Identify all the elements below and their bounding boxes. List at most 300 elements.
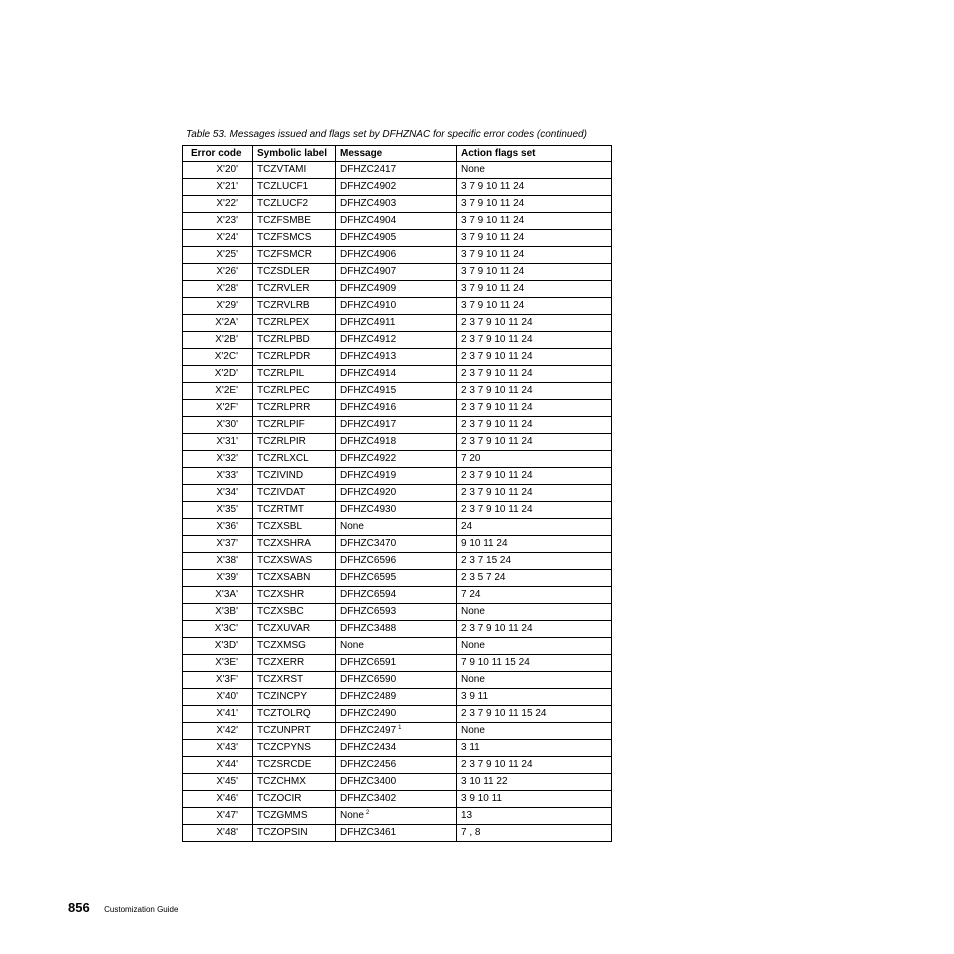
cell-error-code-text: X'37'	[216, 538, 238, 549]
cell-symbolic-label-text: TCZRVLER	[257, 283, 310, 294]
cell-message-text: DFHZC4904	[340, 215, 397, 226]
cell-error-code-text: X'32'	[216, 453, 238, 464]
cell-message-text: DFHZC4912	[340, 334, 397, 345]
cell-action-flags	[457, 791, 612, 808]
table-row	[183, 638, 612, 655]
cell-symbolic-label	[253, 281, 336, 298]
cell-action-flags-text: 7 24	[461, 589, 481, 600]
cell-message-text: DFHZC6593	[340, 606, 397, 617]
cell-message-text: DFHZC4903	[340, 198, 397, 209]
cell-symbolic-label	[253, 723, 336, 740]
cell-error-code-text: X'3B'	[215, 606, 238, 617]
cell-message	[336, 519, 457, 536]
cell-action-flags	[457, 672, 612, 689]
cell-symbolic-label-text: TCZRLPDR	[257, 351, 311, 362]
cell-error-code	[183, 723, 253, 740]
table-row	[183, 315, 612, 332]
cell-message-text: DFHZC4905	[340, 232, 397, 243]
header-action-flags: Action flags set	[457, 146, 612, 162]
cell-message	[336, 604, 457, 621]
table-row	[183, 587, 612, 604]
cell-message	[336, 485, 457, 502]
cell-action-flags-text: 3 7 9 10 11 24	[461, 181, 525, 192]
cell-symbolic-label-text: TCZXERR	[257, 657, 305, 668]
cell-message-text: DFHZC6596	[340, 555, 397, 566]
cell-error-code-text: X'2C'	[214, 351, 238, 362]
cell-symbolic-label-text: TCZXRST	[257, 674, 304, 685]
table-row	[183, 162, 612, 179]
cell-error-code	[183, 672, 253, 689]
cell-action-flags-text: 2 3 7 9 10 11 24	[461, 623, 533, 634]
cell-symbolic-label	[253, 417, 336, 434]
cell-action-flags	[457, 723, 612, 740]
cell-action-flags	[457, 553, 612, 570]
cell-message-text: DFHZC4917	[340, 419, 397, 430]
cell-symbolic-label-text: TCZIVIND	[257, 470, 304, 481]
cell-message-text: None	[340, 521, 364, 532]
cell-action-flags-text: 2 3 7 9 10 11 24	[461, 351, 533, 362]
cell-symbolic-label	[253, 162, 336, 179]
table-row	[183, 349, 612, 366]
cell-error-code-text: X'20'	[216, 164, 238, 175]
cell-error-code-text: X'41'	[216, 708, 238, 719]
cell-error-code-text: X'2B'	[215, 334, 238, 345]
cell-action-flags-text: 2 3 7 9 10 11 24	[461, 317, 533, 328]
table-row	[183, 434, 612, 451]
cell-symbolic-label	[253, 247, 336, 264]
table-row	[183, 791, 612, 808]
cell-symbolic-label	[253, 400, 336, 417]
cell-symbolic-label-text: TCZRTMT	[257, 504, 305, 515]
table-caption: Table 53. Messages issued and flags set by DFHZNAC for specific error codes (continued)	[186, 129, 587, 140]
cell-symbolic-label-text: TCZRLPRR	[257, 402, 311, 413]
table-row	[183, 485, 612, 502]
table-row	[183, 281, 612, 298]
page-number: 856	[68, 900, 90, 915]
table-row	[183, 400, 612, 417]
cell-action-flags-text: None	[461, 674, 485, 685]
cell-action-flags	[457, 179, 612, 196]
table-row	[183, 825, 612, 842]
cell-symbolic-label	[253, 553, 336, 570]
table-row	[183, 536, 612, 553]
cell-symbolic-label	[253, 230, 336, 247]
cell-error-code	[183, 825, 253, 842]
cell-action-flags-text: 3 7 9 10 11 24	[461, 300, 525, 311]
table-row	[183, 451, 612, 468]
table-row	[183, 264, 612, 281]
table-row	[183, 621, 612, 638]
cell-symbolic-label	[253, 434, 336, 451]
cell-error-code-text: X'21'	[216, 181, 238, 192]
cell-message	[336, 502, 457, 519]
cell-message	[336, 621, 457, 638]
table-row	[183, 672, 612, 689]
cell-message-text: DFHZC2456	[340, 759, 397, 770]
cell-error-code	[183, 502, 253, 519]
cell-symbolic-label-text: TCZRVLRB	[257, 300, 310, 311]
cell-symbolic-label	[253, 383, 336, 400]
table-row	[183, 723, 612, 740]
cell-action-flags	[457, 162, 612, 179]
cell-message	[336, 162, 457, 179]
cell-message-text: DFHZC4916	[340, 402, 397, 413]
cell-message	[336, 553, 457, 570]
cell-action-flags-text: None	[461, 725, 485, 736]
cell-action-flags-text: 7 20	[461, 453, 481, 464]
cell-symbolic-label	[253, 604, 336, 621]
cell-message-text: DFHZC6594	[340, 589, 397, 600]
cell-message-text: DFHZC3461	[340, 827, 397, 838]
header-error-code: Error code	[183, 146, 253, 162]
cell-action-flags-text: 2 3 5 7 24	[461, 572, 506, 583]
cell-symbolic-label	[253, 264, 336, 281]
cell-message	[336, 536, 457, 553]
cell-error-code	[183, 196, 253, 213]
table-row	[183, 383, 612, 400]
cell-error-code	[183, 519, 253, 536]
cell-error-code	[183, 230, 253, 247]
cell-error-code-text: X'47'	[216, 810, 238, 821]
cell-action-flags	[457, 468, 612, 485]
table-row	[183, 179, 612, 196]
cell-message	[336, 825, 457, 842]
cell-symbolic-label-text: TCZTOLRQ	[257, 708, 311, 719]
cell-error-code-text: X'38'	[216, 555, 238, 566]
cell-symbolic-label	[253, 706, 336, 723]
cell-symbolic-label-text: TCZLUCF2	[257, 198, 309, 209]
table-row	[183, 757, 612, 774]
footnote-marker: 1	[398, 725, 402, 731]
cell-error-code-text: X'35'	[216, 504, 238, 515]
table-row	[183, 196, 612, 213]
cell-error-code	[183, 621, 253, 638]
cell-error-code	[183, 179, 253, 196]
cell-action-flags-text: 2 3 7 9 10 11 24	[461, 759, 533, 770]
cell-action-flags-text: 2 3 7 9 10 11 24	[461, 470, 533, 481]
cell-symbolic-label-text: TCZXSBL	[257, 521, 303, 532]
error-code-table	[182, 145, 612, 842]
cell-message-text: DFHZC4909	[340, 283, 397, 294]
cell-message	[336, 451, 457, 468]
cell-action-flags	[457, 400, 612, 417]
cell-message	[336, 655, 457, 672]
cell-symbolic-label	[253, 468, 336, 485]
cell-symbolic-label-text: TCZXUVAR	[257, 623, 311, 634]
cell-action-flags-text: 7 , 8	[461, 827, 481, 838]
table-row	[183, 655, 612, 672]
cell-message	[336, 417, 457, 434]
cell-symbolic-label-text: TCZSDLER	[257, 266, 310, 277]
cell-error-code	[183, 689, 253, 706]
cell-symbolic-label	[253, 485, 336, 502]
cell-message-text: DFHZC4918	[340, 436, 397, 447]
cell-action-flags	[457, 366, 612, 383]
cell-error-code-text: X'46'	[216, 793, 238, 804]
cell-action-flags	[457, 247, 612, 264]
cell-symbolic-label	[253, 451, 336, 468]
cell-symbolic-label	[253, 638, 336, 655]
cell-message-text: DFHZC4920	[340, 487, 397, 498]
table-row	[183, 332, 612, 349]
cell-symbolic-label	[253, 757, 336, 774]
cell-message	[336, 723, 457, 740]
cell-symbolic-label-text: TCZXSABN	[257, 572, 311, 583]
cell-action-flags	[457, 213, 612, 230]
cell-symbolic-label-text: TCZXSBC	[257, 606, 304, 617]
cell-error-code	[183, 349, 253, 366]
cell-symbolic-label	[253, 332, 336, 349]
cell-action-flags	[457, 264, 612, 281]
cell-action-flags	[457, 519, 612, 536]
cell-symbolic-label	[253, 366, 336, 383]
cell-error-code	[183, 332, 253, 349]
cell-error-code	[183, 740, 253, 757]
cell-symbolic-label-text: TCZOCIR	[257, 793, 302, 804]
cell-message	[336, 230, 457, 247]
cell-message-text: None	[340, 640, 364, 651]
cell-error-code	[183, 383, 253, 400]
cell-message	[336, 298, 457, 315]
cell-symbolic-label	[253, 655, 336, 672]
cell-error-code	[183, 757, 253, 774]
cell-action-flags	[457, 417, 612, 434]
cell-symbolic-label	[253, 502, 336, 519]
cell-symbolic-label	[253, 213, 336, 230]
cell-symbolic-label-text: TCZRLXCL	[257, 453, 309, 464]
table-row	[183, 502, 612, 519]
cell-action-flags-text: 24	[461, 521, 473, 532]
cell-message-text: DFHZC2489	[340, 691, 397, 702]
cell-symbolic-label	[253, 570, 336, 587]
cell-message-text: None	[340, 810, 364, 821]
cell-action-flags-text: 3 7 9 10 11 24	[461, 215, 525, 226]
cell-action-flags-text: None	[461, 640, 485, 651]
cell-error-code-text: X'42'	[216, 725, 238, 736]
cell-error-code-text: X'3A'	[215, 589, 238, 600]
cell-action-flags	[457, 281, 612, 298]
cell-error-code	[183, 706, 253, 723]
table-row	[183, 298, 612, 315]
cell-error-code	[183, 587, 253, 604]
table-row	[183, 604, 612, 621]
cell-error-code	[183, 162, 253, 179]
cell-error-code-text: X'3C'	[214, 623, 238, 634]
cell-symbolic-label-text: TCZRLPIR	[257, 436, 306, 447]
cell-message	[336, 672, 457, 689]
cell-error-code	[183, 604, 253, 621]
cell-error-code-text: X'24'	[216, 232, 238, 243]
cell-message-text: DFHZC2490	[340, 708, 397, 719]
cell-error-code-text: X'2E'	[215, 385, 238, 396]
cell-message	[336, 689, 457, 706]
cell-symbolic-label	[253, 808, 336, 825]
cell-error-code-text: X'3E'	[215, 657, 238, 668]
cell-action-flags-text: 2 3 7 9 10 11 24	[461, 402, 533, 413]
cell-message-text: DFHZC2497	[340, 725, 397, 736]
cell-symbolic-label-text: TCZRLPIL	[257, 368, 305, 379]
cell-error-code	[183, 366, 253, 383]
cell-message-text: DFHZC4902	[340, 181, 397, 192]
cell-symbolic-label-text: TCZCHMX	[257, 776, 306, 787]
cell-action-flags	[457, 825, 612, 842]
header-symbolic-label: Symbolic label	[253, 146, 336, 162]
cell-action-flags-text: 2 3 7 9 10 11 24	[461, 436, 533, 447]
cell-message-text: DFHZC4919	[340, 470, 397, 481]
cell-action-flags	[457, 315, 612, 332]
cell-action-flags	[457, 706, 612, 723]
cell-message	[336, 349, 457, 366]
table-row	[183, 740, 612, 757]
cell-symbolic-label-text: TCZRLPBD	[257, 334, 310, 345]
cell-action-flags-text: 2 3 7 9 10 11 24	[461, 504, 533, 515]
cell-symbolic-label-text: TCZSRCDE	[257, 759, 312, 770]
cell-action-flags-text: None	[461, 164, 485, 175]
cell-error-code-text: X'34'	[216, 487, 238, 498]
table-header-row	[183, 146, 612, 162]
cell-message	[336, 281, 457, 298]
cell-symbolic-label-text: TCZINCPY	[257, 691, 307, 702]
table-row	[183, 570, 612, 587]
table-row	[183, 468, 612, 485]
cell-action-flags	[457, 621, 612, 638]
cell-error-code	[183, 451, 253, 468]
cell-error-code-text: X'2D'	[214, 368, 238, 379]
cell-action-flags-text: 3 9 10 11	[461, 793, 502, 804]
cell-message-text: DFHZC4907	[340, 266, 397, 277]
cell-error-code	[183, 638, 253, 655]
cell-message-text: DFHZC2434	[340, 742, 397, 753]
cell-error-code	[183, 298, 253, 315]
cell-action-flags	[457, 655, 612, 672]
cell-error-code-text: X'22'	[216, 198, 238, 209]
cell-message-text: DFHZC6590	[340, 674, 397, 685]
cell-error-code-text: X'3D'	[214, 640, 238, 651]
cell-message-text: DFHZC3402	[340, 793, 397, 804]
cell-error-code	[183, 400, 253, 417]
cell-message	[336, 757, 457, 774]
cell-message	[336, 468, 457, 485]
cell-message	[336, 264, 457, 281]
cell-action-flags	[457, 230, 612, 247]
cell-message	[336, 791, 457, 808]
cell-action-flags	[457, 587, 612, 604]
cell-action-flags	[457, 332, 612, 349]
cell-symbolic-label-text: TCZXSWAS	[257, 555, 313, 566]
cell-action-flags-text: 3 9 11	[461, 691, 489, 702]
cell-error-code-text: X'39'	[216, 572, 238, 583]
cell-error-code	[183, 536, 253, 553]
cell-error-code-text: X'33'	[216, 470, 238, 481]
cell-message	[336, 247, 457, 264]
cell-error-code	[183, 774, 253, 791]
table-row	[183, 689, 612, 706]
cell-error-code-text: X'28'	[216, 283, 238, 294]
cell-symbolic-label	[253, 587, 336, 604]
cell-message	[336, 315, 457, 332]
cell-action-flags-text: 2 3 7 9 10 11 24	[461, 368, 533, 379]
table-row	[183, 417, 612, 434]
cell-action-flags-text: 2 3 7 9 10 11 24	[461, 334, 533, 345]
cell-action-flags	[457, 570, 612, 587]
cell-error-code	[183, 264, 253, 281]
cell-symbolic-label-text: TCZFSMCS	[257, 232, 312, 243]
cell-message	[336, 213, 457, 230]
cell-action-flags-text: None	[461, 606, 485, 617]
cell-symbolic-label-text: TCZRLPIF	[257, 419, 305, 430]
cell-error-code-text: X'40'	[216, 691, 238, 702]
cell-action-flags-text: 2 3 7 15 24	[461, 555, 512, 566]
cell-action-flags-text: 7 9 10 11 15 24	[461, 657, 530, 668]
cell-message	[336, 740, 457, 757]
page-footer	[68, 899, 178, 917]
cell-error-code-text: X'44'	[216, 759, 238, 770]
cell-symbolic-label	[253, 740, 336, 757]
cell-error-code	[183, 247, 253, 264]
cell-action-flags	[457, 349, 612, 366]
cell-symbolic-label-text: TCZXMSG	[257, 640, 306, 651]
cell-message	[336, 196, 457, 213]
cell-error-code-text: X'3F'	[215, 674, 238, 685]
cell-message-text: DFHZC4913	[340, 351, 397, 362]
cell-error-code-text: X'43'	[216, 742, 238, 753]
cell-error-code	[183, 213, 253, 230]
cell-action-flags	[457, 740, 612, 757]
cell-symbolic-label-text: TCZRLPEX	[257, 317, 310, 328]
cell-action-flags-text: 3 7 9 10 11 24	[461, 283, 525, 294]
cell-message	[336, 808, 457, 825]
cell-error-code-text: X'2F'	[215, 402, 238, 413]
cell-message	[336, 638, 457, 655]
cell-error-code-text: X'25'	[216, 249, 238, 260]
cell-action-flags-text: 3 7 9 10 11 24	[461, 249, 525, 260]
cell-message	[336, 706, 457, 723]
cell-symbolic-label-text: TCZLUCF1	[257, 181, 309, 192]
cell-error-code	[183, 791, 253, 808]
cell-error-code-text: X'29'	[216, 300, 238, 311]
cell-symbolic-label	[253, 298, 336, 315]
cell-symbolic-label-text: TCZVTAMI	[257, 164, 307, 175]
cell-action-flags	[457, 502, 612, 519]
cell-symbolic-label	[253, 519, 336, 536]
cell-action-flags	[457, 774, 612, 791]
table-row	[183, 230, 612, 247]
cell-error-code	[183, 553, 253, 570]
cell-action-flags-text: 3 11	[461, 742, 480, 753]
cell-symbolic-label-text: TCZOPSIN	[257, 827, 308, 838]
cell-action-flags	[457, 383, 612, 400]
cell-symbolic-label	[253, 196, 336, 213]
cell-action-flags-text: 3 7 9 10 11 24	[461, 232, 525, 243]
cell-symbolic-label	[253, 689, 336, 706]
cell-error-code-text: X'48'	[216, 827, 238, 838]
cell-error-code	[183, 315, 253, 332]
table-row	[183, 774, 612, 791]
cell-error-code	[183, 570, 253, 587]
table-row	[183, 706, 612, 723]
cell-error-code	[183, 808, 253, 825]
cell-action-flags-text: 2 3 7 9 10 11 15 24	[461, 708, 547, 719]
cell-error-code	[183, 417, 253, 434]
cell-symbolic-label	[253, 536, 336, 553]
cell-symbolic-label	[253, 791, 336, 808]
cell-symbolic-label	[253, 315, 336, 332]
cell-error-code-text: X'31'	[216, 436, 238, 447]
cell-symbolic-label-text: TCZXSHR	[257, 589, 305, 600]
cell-error-code-text: X'23'	[216, 215, 238, 226]
footnote-marker: 2	[365, 810, 370, 816]
cell-message-text: DFHZC4914	[340, 368, 397, 379]
